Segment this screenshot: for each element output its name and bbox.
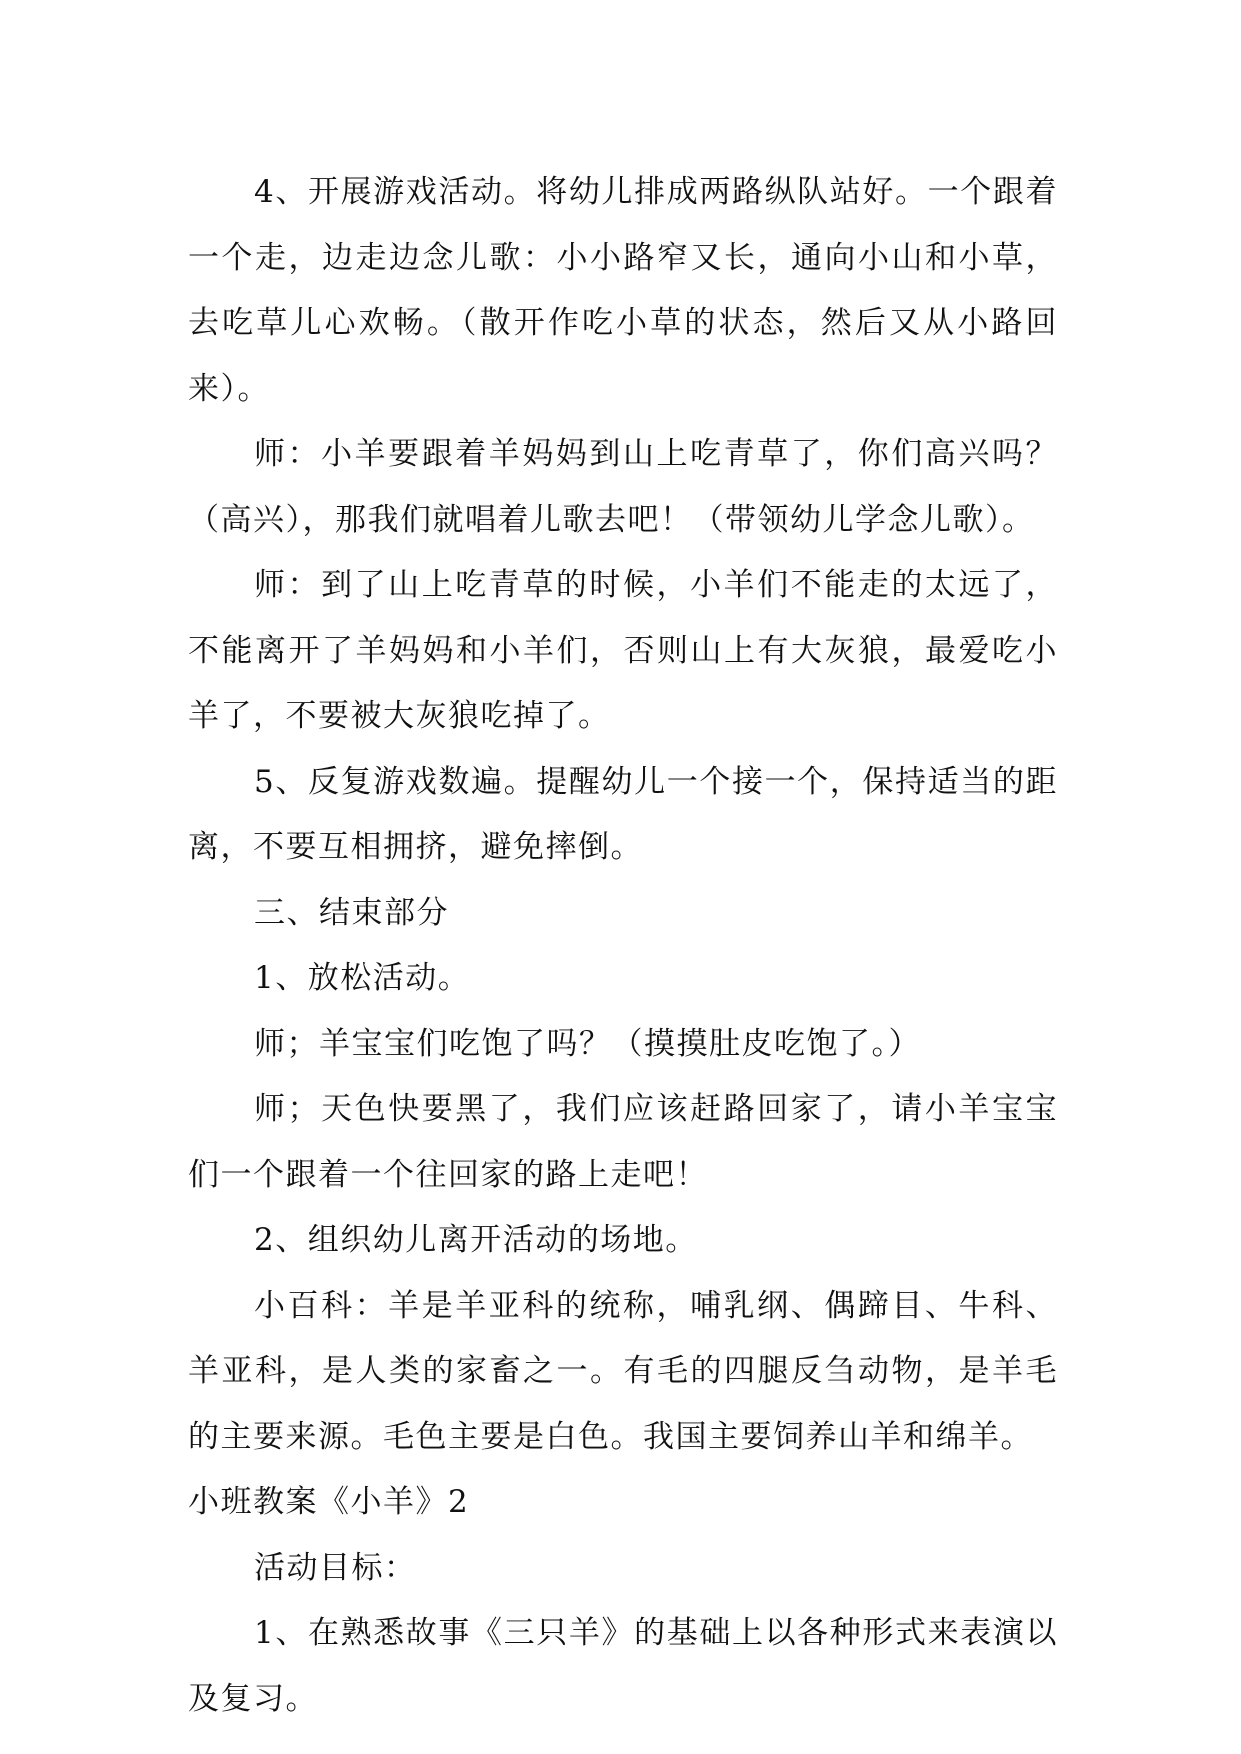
paragraph-leave-venue: 2、组织幼儿离开活动的场地。 bbox=[254, 1222, 698, 1258]
paragraph-teacher-home: 师；天色快要黑了，我们应该赶路回家了，请小羊宝宝们一个跟着一个往回家的路上走吧！ bbox=[188, 1091, 1058, 1193]
section-heading-ending: 三、结束部分 bbox=[254, 894, 449, 931]
paragraph-teacher-grass: 师：小羊要跟着羊妈妈到山上吃青草了，你们高兴吗？（高兴），那我们就唱着儿歌去吧！（带领幼儿学念儿歌）。 bbox=[188, 436, 1058, 538]
document-body bbox=[188, 160, 1058, 1732]
paragraph-game-activity: 4、开展游戏活动。将幼儿排成两路纵队站好。一个跟着一个走，边走边念儿歌：小小路窄又长，通向小山和小草，去吃草儿心欢畅。（散开作吃小草的状态，然后又从小路回来）。 bbox=[188, 174, 1058, 407]
paragraph-repeat-game: 5、反复游戏数遍。提醒幼儿一个接一个，保持适当的距离，不要互相拥挤，避免摔倒。 bbox=[188, 763, 1058, 865]
paragraph-relax-activity: 1、放松活动。 bbox=[254, 960, 471, 996]
activity-goals-heading: 活动目标： bbox=[254, 1549, 417, 1586]
paragraph-teacher-full: 师；羊宝宝们吃饱了吗？（摸摸肚皮吃饱了。） bbox=[254, 1025, 921, 1062]
paragraph-teacher-wolf: 师：到了山上吃青草的时候，小羊们不能走的太远了，不能离开了羊妈妈和小羊们，否则山上有大灰狼，最爱吃小羊了，不要被大灰狼吃掉了。 bbox=[188, 567, 1058, 734]
lesson-plan-title: 小班教案《小羊》2 bbox=[188, 1484, 470, 1520]
paragraph-goal-1: 1、在熟悉故事《三只羊》的基础上以各种形式来表演以及复习。 bbox=[188, 1615, 1058, 1717]
paragraph-encyclopedia: 小百科：羊是羊亚科的统称，哺乳纲、偶蹄目、牛科、羊亚科，是人类的家畜之一。有毛的四腿反刍动物，是羊毛的主要来源。毛色主要是白色。我国主要饲养山羊和绵羊。 bbox=[188, 1287, 1058, 1455]
